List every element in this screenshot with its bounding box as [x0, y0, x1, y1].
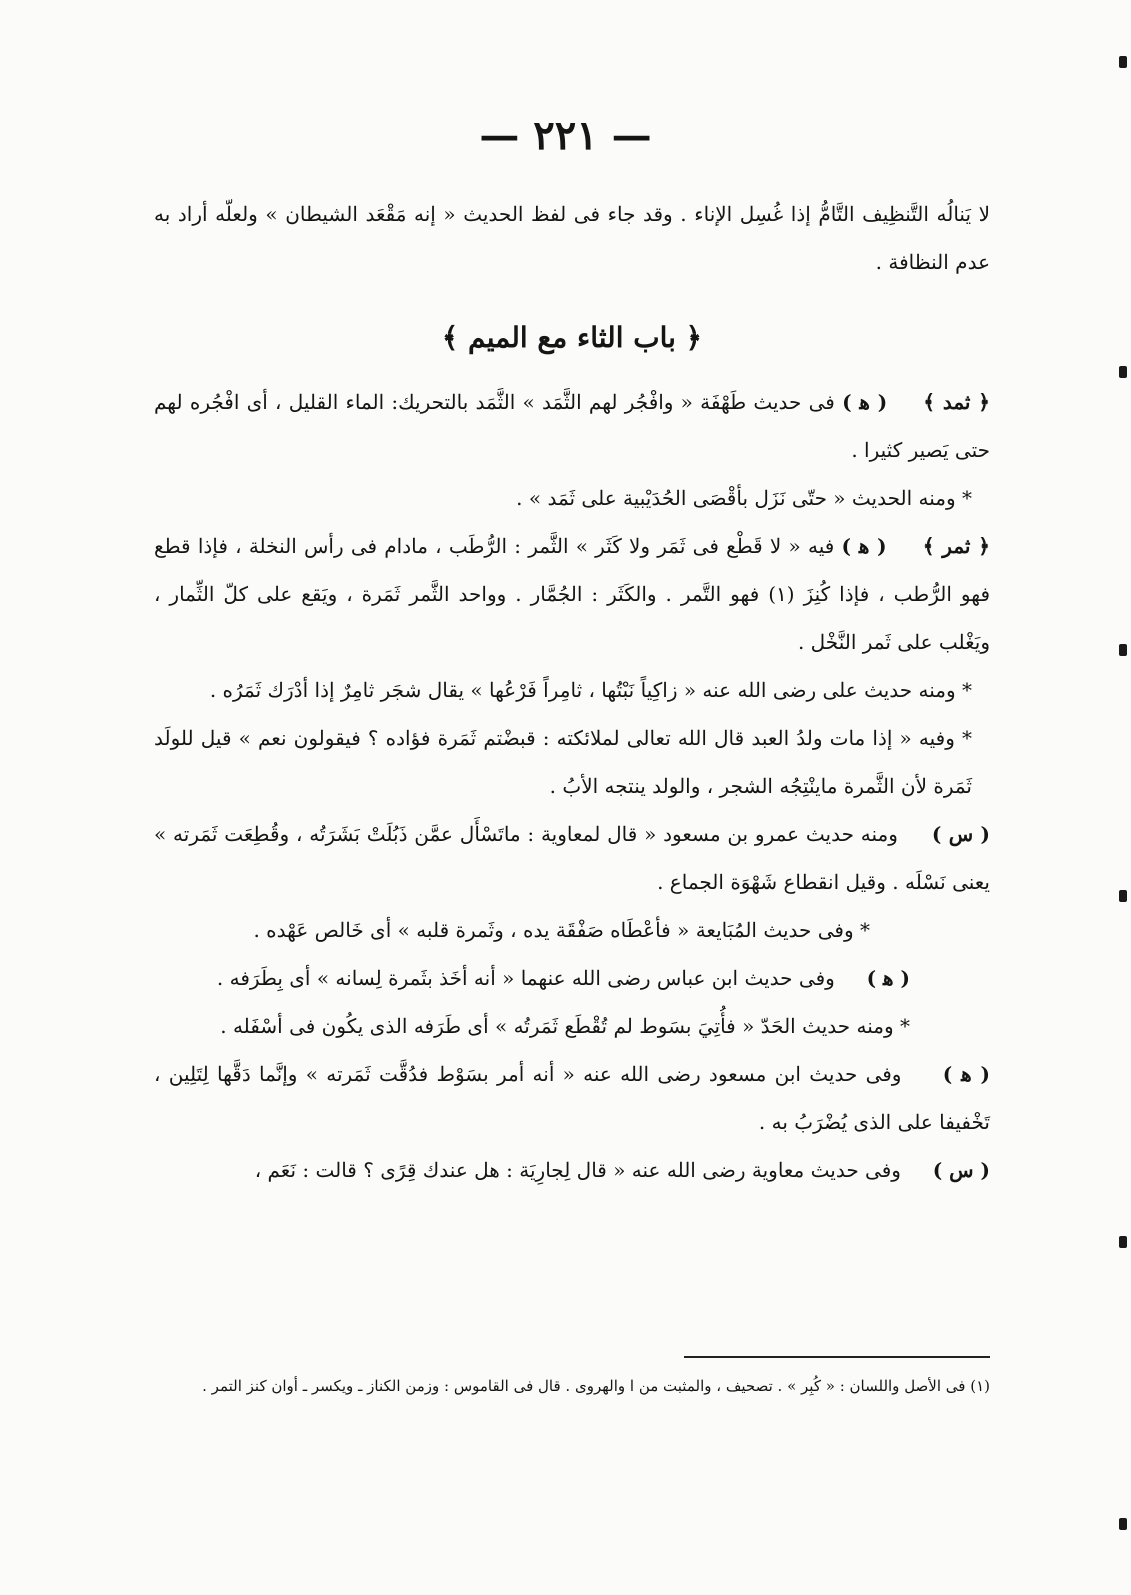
entry-headword: ﴿ ثمد ﴾ — [923, 390, 990, 414]
entry-paragraph — [154, 522, 990, 666]
source-mark: ( س ) — [932, 1158, 990, 1182]
paragraph-text: ومنه حديث عمرو بن مسعود « قال لمعاوية : ماتَسْأَل عمَّن ذَبُلَتْ بَشَرَتُه ، وقُطِعَت ثَمَرته » يعنى نَسْلَه . وقيل انقطاع شَهْوَة الجماع . — [154, 822, 990, 894]
paragraph: * وفى حديث المُبَايعة « فأعْطَاه صَفْقَة يده ، وثَمرة قلبه » أى خَالص عَهْده . — [253, 918, 870, 942]
entry-text: فيه « لا قَطْع فى ثَمَر ولا كَثَر » الثَّمر : الرُّطَب ، مادام فى رأس النخلة ، فإذا قطع فهو الرُّطب ، فإذا كُنِزَ (١) فهو التَّمر . والكَثَر : الجُمَّار . وواحد الثَّمر ثَمَرة ، ويَقع على كلّ الثِّمار ، ويَغْلب على ثَمر النَّخْل . — [154, 534, 991, 654]
footnote-divider — [684, 1356, 990, 1358]
source-mark: ( ﻫ ) — [841, 534, 887, 558]
paragraph-text: وفى حديث ابن عباس رضى الله عنهما « أنه أخَذ بثَمرة لِسانه » أى بِطَرَفه . — [216, 966, 835, 990]
footnote: (١) فى الأصل واللسان : « كُبِر » . تصحيف ، والمثبت من ا والهروى . قال فى القاموس : وزمن الكناز ـ ويكسر ـ أوان كنز التمر . — [202, 1377, 990, 1395]
margin-mark — [1119, 644, 1127, 656]
margin-mark — [1119, 890, 1127, 902]
paragraph: * وفيه « إذا مات ولدُ العبد قال الله تعالى لملائكته : قبضْتم ثَمَرة فؤاده ؟ فيقولون نعم » قيل للولَد ثَمَرة لأن الثَّمرة ماينْتِجُه الشجر ، والولد ينتجه الأبُ . — [154, 726, 972, 798]
paragraph — [154, 810, 990, 906]
paragraph — [154, 954, 990, 1002]
paragraph-text: وفى حديث ابن مسعود رضى الله عنه « أنه أمر بسَوْط فدُقَّت ثَمَرته » وإنَّما دَقَّها لِتَلِين ، تَخْفيفا على الذى يُضْرَبُ به . — [154, 1062, 990, 1134]
source-mark: ( س ) — [931, 822, 990, 846]
paragraph: * ومنه حديث على رضى الله عنه « زاكِياً نَبْتُها ، ثامِراً فَرْعُها » يقال شجَر ثامِرٌ إذا أدْرَك ثَمَرُه . — [209, 678, 972, 702]
paragraph-text: وفى حديث معاوية رضى الله عنه « قال لِجارِيَة : هل عندك قِرًى ؟ قالت : نَعَم ، — [254, 1158, 901, 1182]
paragraph — [154, 1050, 990, 1146]
paragraph — [154, 1146, 990, 1194]
margin-mark — [1119, 1236, 1127, 1248]
paragraph: * ومنه الحديث « حتّى نَزَل بأقْصَى الحُدَيْبية على ثَمَد » . — [516, 486, 972, 510]
source-mark: ( ﻫ ) — [942, 1062, 990, 1086]
entry-headword: ﴿ ثمر ﴾ — [922, 534, 990, 558]
entry-paragraph — [154, 378, 990, 474]
entry-text: فى حديث طَهْفَة « وافْجُر لهم الثَّمَد » الثَّمَد بالتحريك: الماء القليل ، أى افْجُره لهم حتى يَصير كثيرا . — [154, 390, 990, 462]
source-mark: ( ﻫ ) — [866, 966, 910, 990]
paragraph: لا يَنالُه التَّنظِيف التَّامُّ إذا غُسِل الإناء . وقد جاء فى لفظ الحديث « إنه مَقْعَد الشيطان » ولعلّه أراد به عدم النظافة . — [154, 202, 990, 274]
paragraph: * ومنه حديث الحَدّ « فأُتِيَ بسَوط لم تُقْطَع ثَمَرتُه » أى طَرَفه الذى يكُون فى أسْفَله . — [220, 1014, 910, 1038]
margin-mark — [1119, 1518, 1127, 1530]
page-number: — ٢٢١ — — [479, 112, 652, 159]
section-heading: ﴿ باب الثاء مع الميم ﴾ — [441, 321, 703, 354]
body-text — [154, 190, 990, 1194]
margin-mark — [1119, 56, 1127, 68]
source-mark: ( ﻫ ) — [842, 390, 888, 414]
margin-mark — [1119, 366, 1127, 378]
